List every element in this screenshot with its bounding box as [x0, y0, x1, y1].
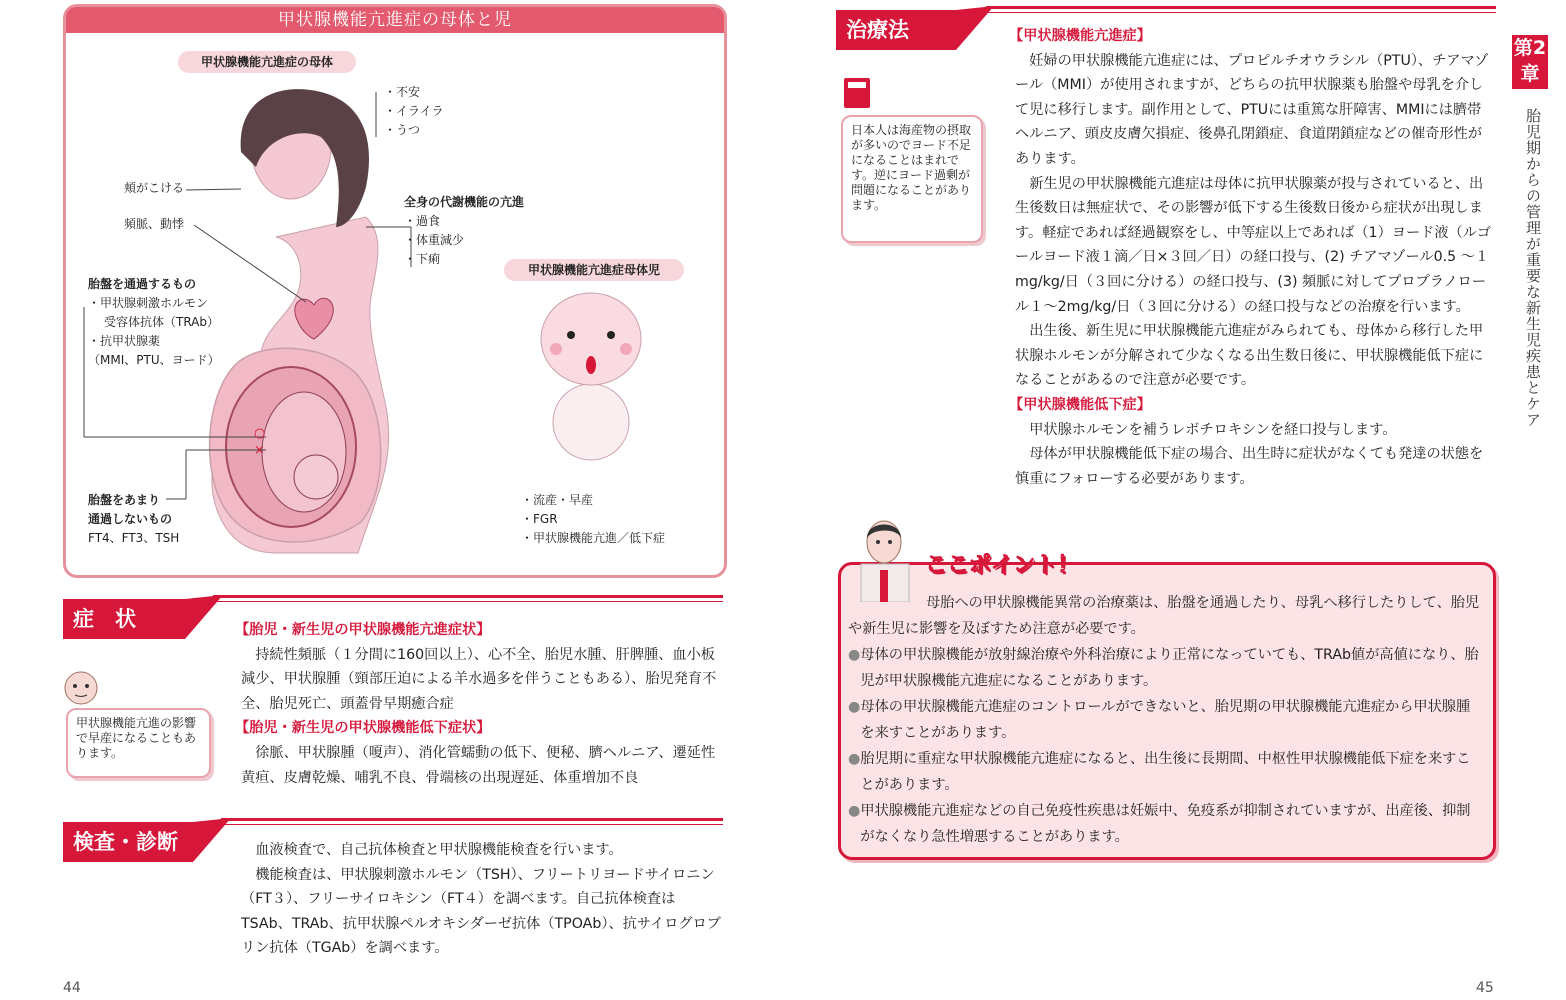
figure-title: 甲状腺機能亢進症の母体と児	[66, 7, 724, 33]
doctor-avatar	[853, 512, 915, 602]
infant-risk-item: ・流産・早産	[521, 493, 594, 507]
cheek-label: 頬がこける	[124, 181, 185, 195]
placenta-nopass-title: 通過しないもの	[88, 512, 173, 526]
mood-list	[384, 83, 444, 140]
treatment-note: 日本人は海産物の摂取が多いのでヨード不足になることはまれです。逆にヨード過剰が問題になることがあります。	[841, 115, 983, 243]
exam-body	[241, 838, 723, 961]
chapter-tab: 第2章	[1512, 35, 1548, 89]
point-body	[848, 590, 1480, 850]
point-item: ● 母体の甲状腺機能亢進症のコントロールができないと、胎児期の甲状腺機能亢進症から甲状腺腫を来すことがあります。	[848, 694, 1480, 746]
metabolism-item: ・下痢	[404, 252, 441, 266]
point-item: ● 母体の甲状腺機能が放射線治療や外科治療により正常になっていても、TRAb値が高値になり、胎児が甲状腺機能亢進症になることがあります。	[848, 642, 1480, 694]
point-list	[848, 642, 1480, 850]
treatment-p3: 出生後、新生児に甲状腺機能亢進症がみられても、母体から移行した甲状腺ホルモンが分解されて少なくなる出生数日後に、甲状腺機能低下症になることがあるので注意が必要です。	[1015, 323, 1484, 389]
placenta-pass-item: ・抗甲状腺薬	[88, 334, 161, 348]
mood-item: ・うつ	[384, 123, 421, 137]
treatment-p1: 妊婦の甲状腺機能亢進症には、プロピルチオウラシル（PTU）、チアマゾール（MMI）が使用されますが、どちらの抗甲状腺薬も胎盤や母乳を介して児に移行します。副作用として、PTUには重篤な肝障害、MMIには臍帯ヘルニア、頭皮皮膚欠損症、後鼻孔閉鎖症、食道閉鎖症などの催奇形性があります。	[1015, 52, 1489, 167]
symptoms-sub1: 【胎児・新生児の甲状腺機能亢進症状】	[235, 622, 491, 638]
pulse-label: 頻脈、動悸	[124, 217, 185, 231]
treatment-body	[1009, 24, 1495, 491]
placenta-nopass-title: 胎盤をあまり	[88, 493, 161, 507]
figure-box	[63, 4, 727, 578]
point-item-text: 母体の甲状腺機能亢進症のコントロールができないと、胎児期の甲状腺機能亢進症から甲状腺腫を来すことがあります。	[860, 699, 1471, 741]
metabolism-block	[404, 193, 524, 269]
infant-label: 甲状腺機能亢進症母体児	[504, 259, 684, 281]
svg-text:×: ×	[254, 443, 265, 458]
exam-p2: 機能検査は、甲状腺刺激ホルモン（TSH）、フリートリヨードサイロニン（FT３）、フリーサイロキシン（FT４）を調べます。自己抗体検査はTSAb、TRAb、抗甲状腺ペルオキシダーゼ抗体（TPOAb）、抗サイログロブリン抗体（TGAb）を調べます。	[241, 866, 721, 957]
symptoms-text2: 徐脈、甲状腺腫（嗄声）、消化管蠕動の低下、便秘、臍ヘルニア、遷延性黄疸、皮膚乾燥、哺乳不良、骨端核の出現遅延、体重増加不良	[241, 744, 716, 786]
page-number-right: 45	[1476, 980, 1494, 996]
placenta-pass-item: 受容体抗体（TRAb）	[104, 315, 220, 329]
symptoms-note: 甲状腺機能亢進の影響で早産になることもあります。	[66, 708, 211, 778]
metabolism-title: 全身の代謝機能の亢進	[404, 195, 525, 209]
point-item: ● 甲状腺機能亢進症などの自己免疫性疾患は妊娠中、免疫系が抑制されていますが、出産後、抑制がなくなり急性増悪することがあります。	[848, 798, 1480, 850]
treatment-sub2: 【甲状腺機能低下症】	[1009, 396, 1151, 413]
point-intro: 母胎への甲状腺機能異常の治療薬は、胎盤を通過したり、母乳へ移行したりして、胎児や新生児に影響を及ぼすため注意が必要です。	[848, 595, 1480, 637]
treatment-sub1: 【甲状腺機能亢進症】	[1009, 28, 1151, 44]
exam-heading: 検査・診断	[63, 822, 193, 862]
placenta-pass-item: ・甲状腺刺激ホルモン	[88, 296, 209, 310]
metabolism-item: ・体重減少	[404, 233, 465, 247]
placenta-pass-title: 胎盤を通過するもの	[88, 277, 197, 291]
infant-body	[553, 384, 629, 460]
placenta-nopass-items: FT4、FT3、TSH	[88, 531, 180, 545]
treatment-heading: 治療法	[836, 10, 956, 50]
chapter-title: 胎児期からの管理が重要な新生児疾患とケア	[1524, 108, 1542, 428]
infant-risk-list	[521, 491, 665, 548]
treatment-p2: 新生児の甲状腺機能亢進症は母体に抗甲状腺薬が投与されていると、出生後数日は無症状で、その影響が低下する生後数日後から症状が出現します。軽症であれば経過観察をし、中等症以上であれば（1）ヨード液（ルゴールヨード液１滴／日×３回／日）の経口投与、(2) チアマゾール0.5 ～１mg/kg/日（３回に分ける）の経口投与、(3) 頻脈に対してプロプラノロール１～2mg/kg/日（３回に分ける）の経口投与などの治療を行います。	[1015, 175, 1492, 315]
symptoms-heading: 症 状	[63, 599, 185, 639]
infant-risk-item: ・FGR	[521, 512, 558, 526]
treatment-p5: 母体が甲状腺機能低下症の場合、出生時に症状がなくても発達の状態を慎重にフォローする必要があります。	[1015, 446, 1484, 487]
symptoms-text1: 持続性頻脈（１分間に160回以上）、心不全、胎児水腫、肝脾腫、血小板減少、甲状腺腫（頸部圧迫による羊水過多を伴うこともある）、胎児発育不全、胎児死亡、頭蓋骨早期癒合症	[241, 646, 717, 712]
mother-label: 甲状腺機能亢進症の母体	[178, 51, 356, 73]
symptoms-body	[235, 618, 723, 790]
point-title: ここポイント！	[925, 553, 1080, 578]
point-item: ● 胎児期に重症な甲状腺機能亢進症になると、出生後に長期間、中枢性甲状腺機能低下症を来すことがあります。	[848, 746, 1480, 798]
mood-item: ・イライラ	[384, 104, 444, 118]
placenta-pass-block	[88, 275, 220, 370]
point-item-text: 母体の甲状腺機能が放射線治療や外科治療により正常になっていても、TRAb値が高値になり、胎児が甲状腺機能亢進症になることがあります。	[860, 647, 1479, 689]
placenta-nopass-block	[88, 491, 179, 548]
page-number-left: 44	[63, 980, 81, 996]
placenta-pass-item: （MMI、PTU、ヨード）	[88, 353, 220, 367]
fetus-head	[294, 455, 338, 499]
mood-item: ・不安	[384, 85, 421, 99]
point-item-text: 甲状腺機能亢進症などの自己免疫性疾患は妊娠中、免疫系が抑制されていますが、出産後、抑制がなくなり急性増悪することがあります。	[860, 803, 1471, 845]
exam-p1: 血液検査で、自己抗体検査と甲状腺機能検査を行います。	[255, 842, 623, 858]
svg-text:○: ○	[254, 426, 266, 441]
metabolism-item: ・過食	[404, 214, 441, 228]
infant-risk-item: ・甲状腺機能亢進／低下症	[521, 531, 666, 545]
treatment-p4: 甲状腺ホルモンを補うレボチロキシンを経口投与します。	[1029, 421, 1397, 438]
book-icon	[840, 74, 880, 114]
symptoms-sub2: 【胎児・新生児の甲状腺機能低下症状】	[235, 720, 491, 737]
nurse-avatar	[63, 668, 113, 708]
point-item-text: 胎児期に重症な甲状腺機能亢進症になると、出生後に長期間、中枢性甲状腺機能低下症を来すことがあります。	[860, 751, 1471, 793]
